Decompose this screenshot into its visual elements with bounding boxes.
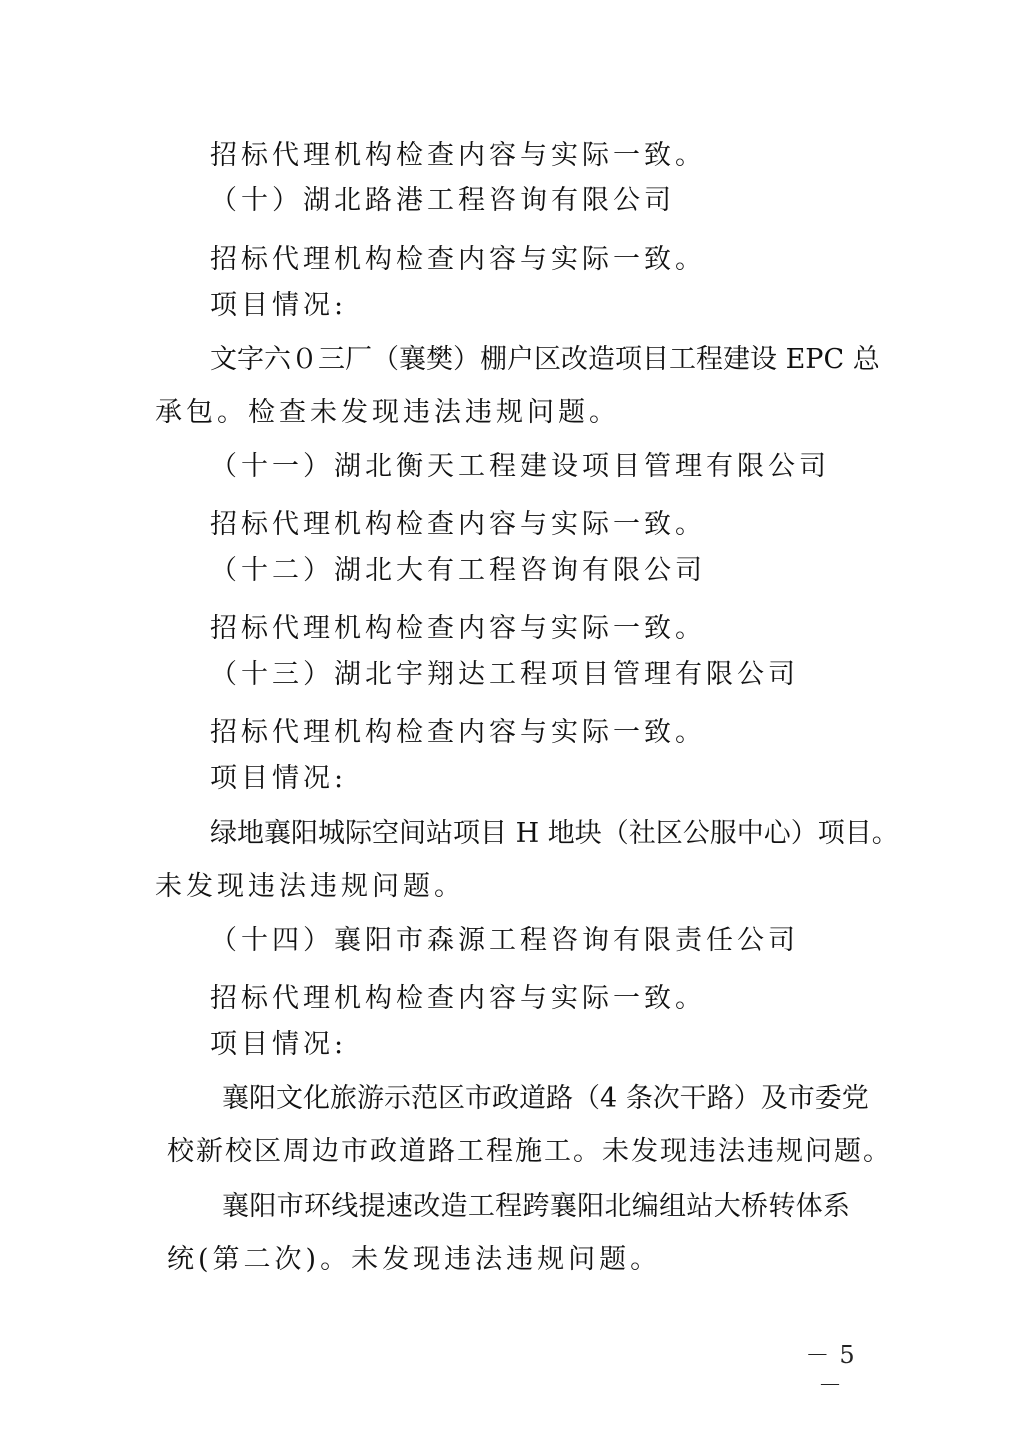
paragraph-line: 招标代理机构检查内容与实际一致。 [210,140,706,171]
subheading-label: 项目情况: [210,1029,348,1060]
paragraph-line: 襄阳文化旅游示范区市政道路（4 条次干路）及市委党 [222,1083,869,1114]
paragraph-line: 承包。检查未发现违法违规问题。 [155,397,620,428]
paragraph-line: 统(第二次)。未发现违法违规问题。 [167,1244,662,1275]
paragraph-line: 招标代理机构检查内容与实际一致。 [210,613,706,644]
section-heading: （十三）湖北宇翔达工程项目管理有限公司 [210,659,799,690]
paragraph-line: 招标代理机构检查内容与实际一致。 [210,717,706,748]
section-heading: （十）湖北路港工程咨询有限公司 [210,185,675,216]
paragraph-line: 招标代理机构检查内容与实际一致。 [210,244,706,275]
paragraph-line: 校新校区周边市政道路工程施工。未发现违法违规问题。 [167,1136,892,1167]
page-number: －5－ [805,1341,865,1399]
paragraph-line: 文字六０三厂（襄樊）棚户区改造项目工程建设 EPC 总 [210,344,880,375]
paragraph-line: 襄阳市环线提速改造工程跨襄阳北编组站大桥转体系 [222,1191,850,1222]
section-heading: （十一）湖北衡天工程建设项目管理有限公司 [210,451,830,482]
subheading-label: 项目情况: [210,290,348,321]
subheading-label: 项目情况: [210,763,348,794]
section-heading: （十二）湖北大有工程咨询有限公司 [210,555,706,586]
paragraph-line: 未发现违法违规问题。 [155,871,465,902]
paragraph-line: 招标代理机构检查内容与实际一致。 [210,983,706,1014]
paragraph-line: 招标代理机构检查内容与实际一致。 [210,509,706,540]
paragraph-line: 绿地襄阳城际空间站项目 H 地块（社区公服中心）项目。 [210,818,899,849]
section-heading: （十四）襄阳市森源工程咨询有限责任公司 [210,925,799,956]
